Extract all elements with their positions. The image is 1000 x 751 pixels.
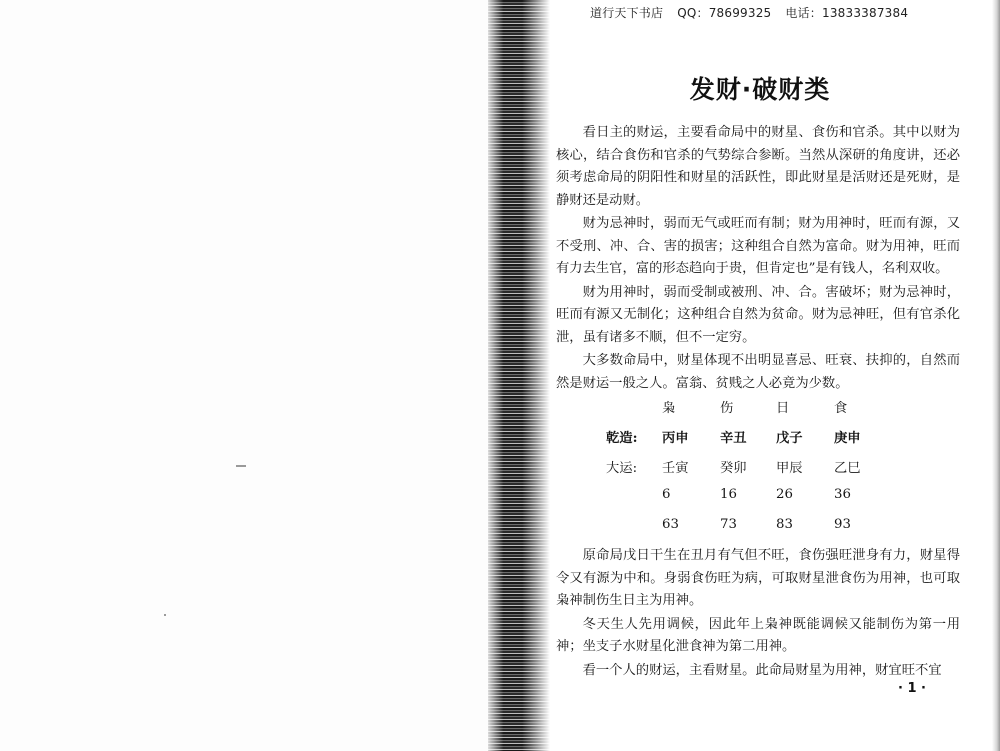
table-cell: 73 bbox=[720, 517, 737, 532]
table-cell: 食 bbox=[834, 401, 848, 416]
phone-number: 电话：13833387384 bbox=[785, 6, 909, 20]
page-edge-shadow bbox=[992, 0, 1000, 751]
row-label: 大运: bbox=[606, 461, 638, 476]
table-cell: 庚申 bbox=[834, 431, 861, 446]
book-binding bbox=[488, 0, 550, 751]
shop-name: 道行天下书店 bbox=[590, 6, 664, 20]
paragraph: 冬天生人先用调候，因此年上枭神既能调候又能制伤为第一用神；坐支子水财星化泄食神为第二用神。 bbox=[556, 616, 960, 654]
table-cell: 辛丑 bbox=[720, 431, 747, 446]
table-cell: 丙申 bbox=[662, 431, 689, 446]
bazi-chart bbox=[606, 397, 906, 547]
year-row bbox=[606, 517, 906, 547]
page-header bbox=[590, 4, 950, 22]
table-cell: 36 bbox=[834, 487, 851, 502]
paragraph: 财为用神时，弱而受制或被刑、冲、合。害破坏；财为忌神时，旺而有源又无制化；这种组合自然为贫命。财为忌神旺，但有官杀化泄，虽有诸多不顺，但不一定穷。 bbox=[556, 284, 960, 345]
row-label: 乾造: bbox=[606, 431, 638, 446]
table-cell: 93 bbox=[834, 517, 851, 532]
page-speck bbox=[164, 614, 166, 616]
start-age-row bbox=[606, 487, 906, 517]
table-cell: 乙巳 bbox=[834, 461, 861, 476]
table-cell: 6 bbox=[662, 487, 671, 502]
table-cell: 83 bbox=[776, 517, 793, 532]
table-cell: 63 bbox=[662, 517, 679, 532]
table-cell: 癸卯 bbox=[720, 461, 747, 476]
page-number: · 1 · bbox=[898, 681, 926, 696]
qq-number: QQ：78699325 bbox=[677, 6, 772, 20]
luck-pillars-row bbox=[606, 457, 906, 487]
body-text-continued bbox=[556, 545, 960, 682]
paragraph: 大多数命局中，财星体现不出明显喜忌、旺衰、扶抑的，自然而然是财运一般之人。富翁、贫贱之人必竟为少数。 bbox=[556, 353, 960, 391]
table-cell: 枭 bbox=[662, 401, 676, 416]
ten-gods-row bbox=[606, 397, 906, 427]
body-text bbox=[556, 122, 960, 395]
table-cell: 日 bbox=[776, 401, 790, 416]
table-cell: 戊子 bbox=[776, 431, 803, 446]
table-cell: 伤 bbox=[720, 401, 734, 416]
paragraph: 看日主的财运，主要看命局中的财星、食伤和官杀。其中以财为核心，结合食伤和官杀的气势综合参断。当然从深研的角度讲，还必须考虑命局的阴阳性和财星的活跃性，即此财星是活财还是死财，是静财还是动财。 bbox=[556, 125, 960, 208]
table-cell: 26 bbox=[776, 487, 793, 502]
left-blank-page bbox=[0, 0, 493, 751]
table-cell: 甲辰 bbox=[776, 461, 803, 476]
page-speck bbox=[236, 465, 246, 467]
chapter-title: 发财·破财类 bbox=[689, 75, 831, 104]
paragraph: 原命局戊日干生在丑月有气但不旺，食伤强旺泄身有力，财星得令又有源为中和。身弱食伤旺为病，可取财星泄食伤为用神，也可取枭神制伤生日主为用神。 bbox=[556, 548, 960, 608]
paragraph: 财为忌神时，弱而无气或旺而有制；财为用神时，旺而有源，又不受刑、冲、合、害的损害；这种组合自然为富命。财为用神，旺而有力去生官，富的形态趋向于贵，但肯定也”是有钱人，名利双收。 bbox=[556, 216, 960, 276]
paragraph: 看一个人的财运，主看财星。此命局财星为用神，财宜旺不宜 bbox=[582, 662, 942, 678]
natal-chart-row bbox=[606, 427, 906, 457]
table-cell: 壬寅 bbox=[662, 461, 689, 476]
table-cell: 16 bbox=[720, 487, 737, 502]
